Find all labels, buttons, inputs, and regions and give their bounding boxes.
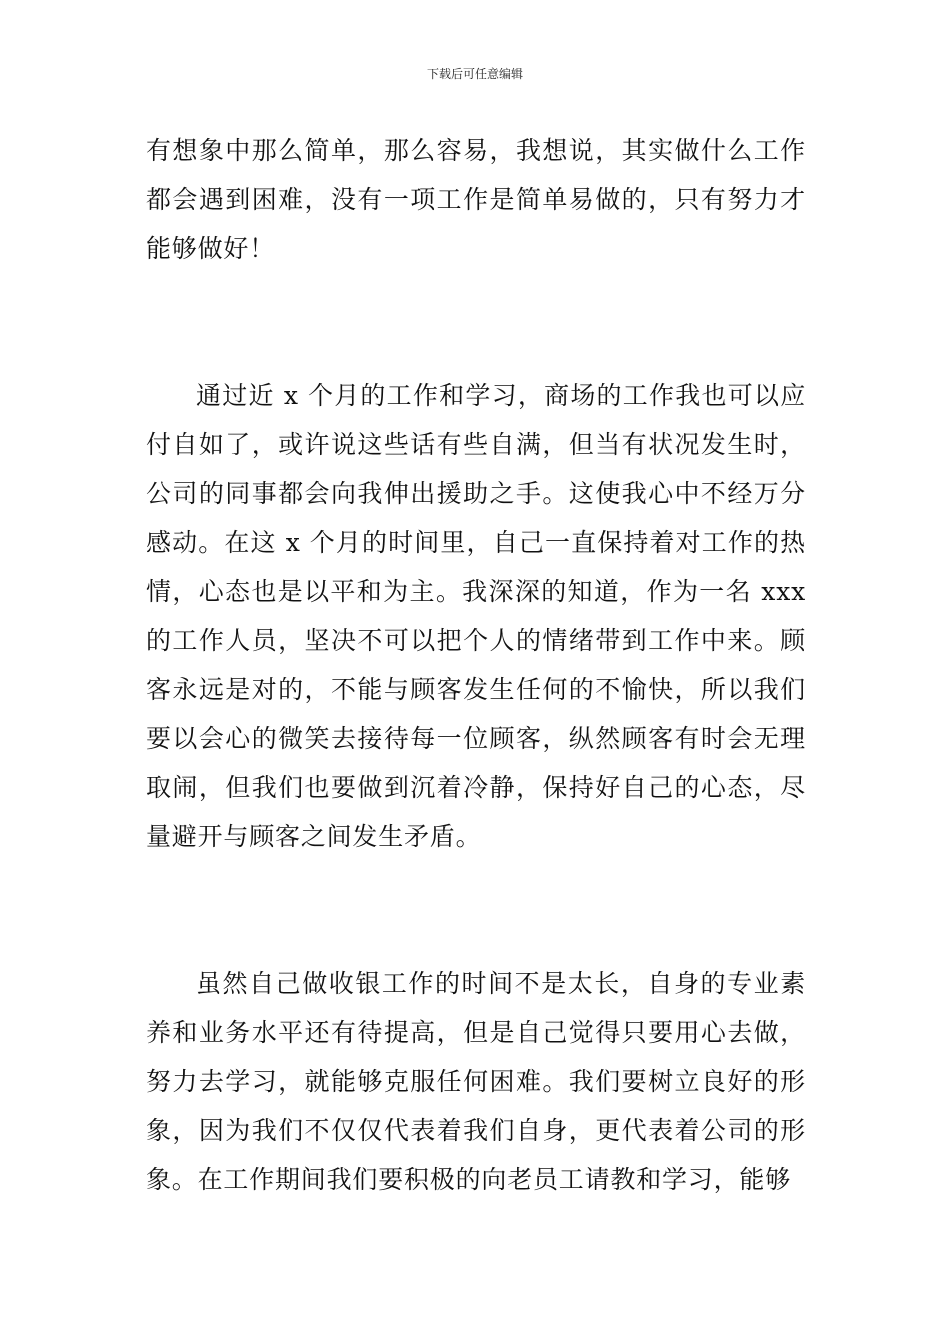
paragraph-1: 有想象中那么简单，那么容易，我想说，其实做什么工作都会遇到困难，没有一项工作是简单易做的，只有努力才能够做好！ [146, 136, 806, 263]
page-header: 下载后可任意编辑 [426, 67, 523, 81]
paragraph-spacer [146, 273, 806, 371]
document-body [146, 126, 806, 1204]
paragraph-spacer [146, 861, 806, 959]
paragraph-2: 通过近 x 个月的工作和学习，商场的工作我也可以应付自如了，或许说这些话有些自满，但当有状况发生时，公司的同事都会向我伸出援助之手。这使我心中不经万分感动。在这 x 个月的时间里，自己一直保持着对工作的热情，心态也是以平和为主。我深深的知道，作为一名 xxx 的工作人员，坚决不可以把个人的情绪带到工作中来。顾客永远是对的，不能与顾客发生任何的不愉快，所以我们要以会心的微笑去接待每一位顾客，纵然顾客有时会无理取闹，但我们也要做到沉着冷静，保持好自己的心态，尽量避开与顾客之间发生矛盾。 [146, 381, 806, 851]
paragraph-3: 虽然自己做收银工作的时间不是太长，自身的专业素养和业务水平还有待提高，但是自己觉得只要用心去做，努力去学习，就能够克服任何困难。我们要树立良好的形象，因为我们不仅仅代表着我们自身，更代表着公司的形象。在工作期间我们要积极的向老员工请教和学习，能够 [146, 969, 806, 1194]
